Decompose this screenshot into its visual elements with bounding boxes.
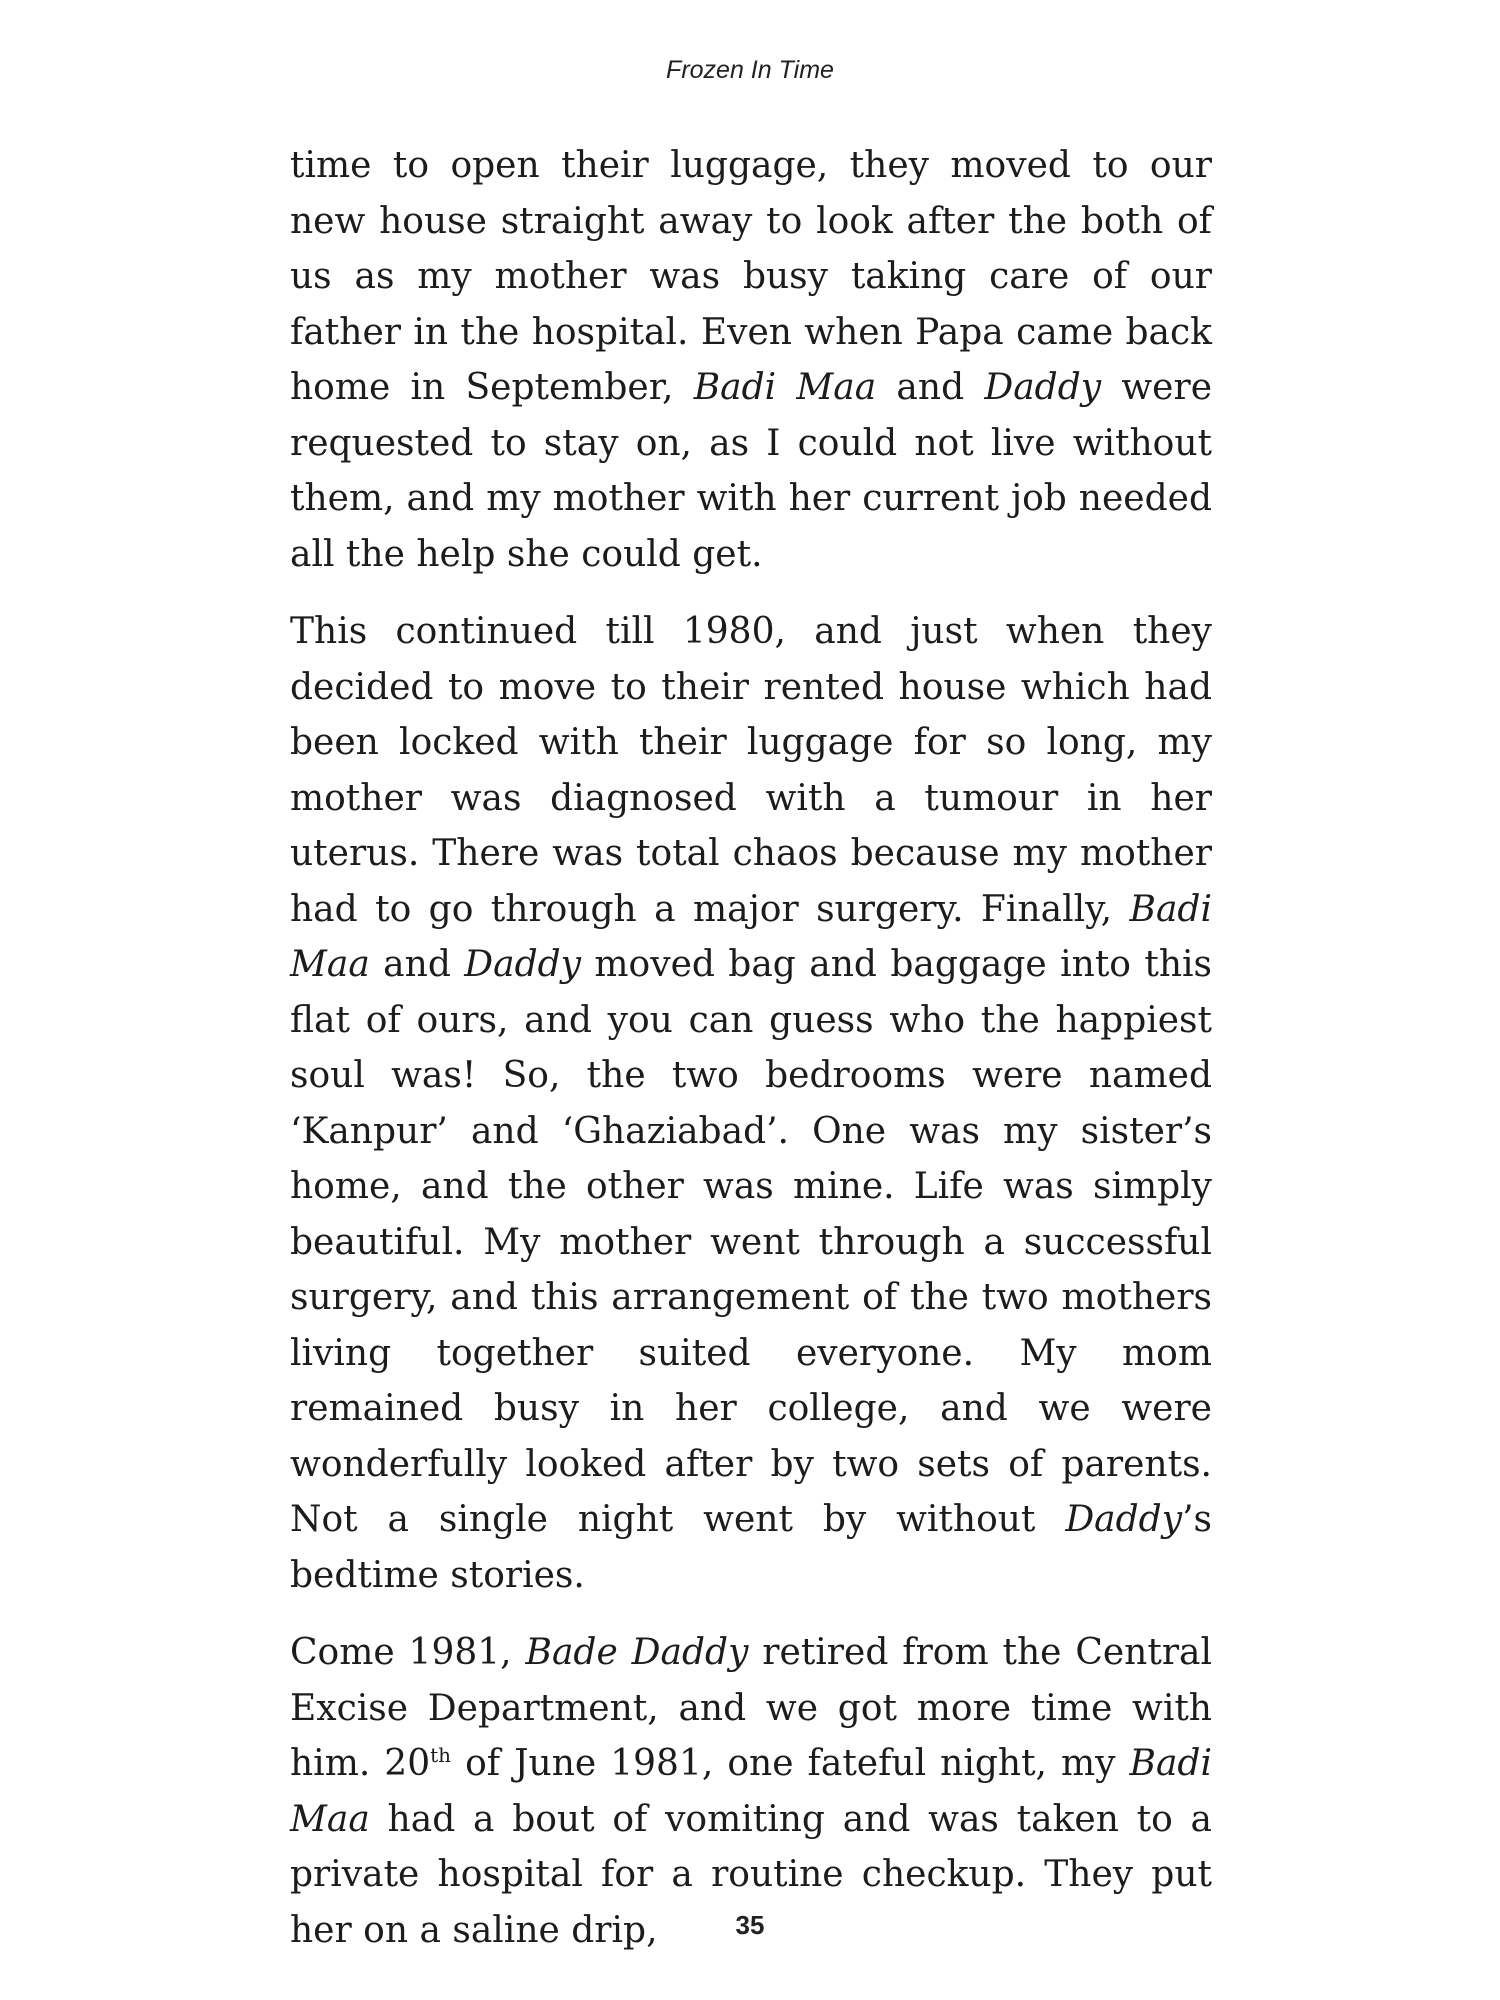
text-run-italic: Badi Maa bbox=[693, 367, 877, 408]
text-run: ’s bedtime stories. bbox=[290, 1499, 1212, 1596]
text-run: This continued till 1980, and just when they decided to move to their rented house which had been locked with their luggage for so long, my mother was diagnosed with a tumour in her uterus. There was total chaos because my mother had to go through a major surgery. Finally, bbox=[290, 611, 1212, 930]
text-run: and bbox=[369, 944, 465, 985]
paragraph bbox=[290, 138, 1212, 582]
text-run-italic: Daddy bbox=[984, 367, 1102, 408]
page-number: 35 bbox=[735, 1910, 765, 1940]
text-run: had a bout of vomiting and was taken to a private hospital for a routine checkup. They put her on a saline drip, bbox=[290, 1798, 1212, 1951]
body-text bbox=[290, 138, 1212, 1980]
running-header: Frozen In Time bbox=[666, 56, 834, 84]
text-run-italic: Daddy bbox=[464, 944, 582, 985]
paragraph bbox=[290, 1625, 1212, 1958]
text-run: moved bag and baggage into this flat of ours, and you can guess who the happiest soul was! So, the two bedrooms were named ‘Kanpur’ and ‘Ghaziabad’. One was my sister’s home, and the other was mine. Life was simply beautiful. My mother went through a successful surgery, and this arrangement of the two mothers living together suited everyone. My mom remained busy in her college, and we were wonderfully looked after by two sets of parents. Not a single night went by without bbox=[290, 944, 1212, 1540]
text-run-italic: Badi Maa bbox=[290, 1743, 1212, 1840]
text-run: of June 1981, one fateful night, my bbox=[451, 1743, 1130, 1784]
text-run-italic: Bade Daddy bbox=[525, 1632, 749, 1673]
text-run-italic: Badi Maa bbox=[290, 888, 1212, 985]
ordinal-superscript: th bbox=[430, 1743, 452, 1767]
text-run: and bbox=[876, 367, 985, 408]
text-run: time to open their luggage, they moved to our new house straight away to look after the both of us as my mother was busy taking care of our father in the hospital. Even when Papa came back home in September, bbox=[290, 145, 1212, 408]
text-run-italic: Daddy bbox=[1065, 1499, 1183, 1540]
paragraph bbox=[290, 604, 1212, 1603]
text-run: Come 1981, bbox=[290, 1632, 526, 1673]
text-run: were requested to stay on, as I could not live without them, and my mother with her current job needed all the help she could get. bbox=[290, 367, 1212, 575]
text-run: retired from the Central Excise Department, and we got more time with him. 20 bbox=[290, 1632, 1213, 1784]
